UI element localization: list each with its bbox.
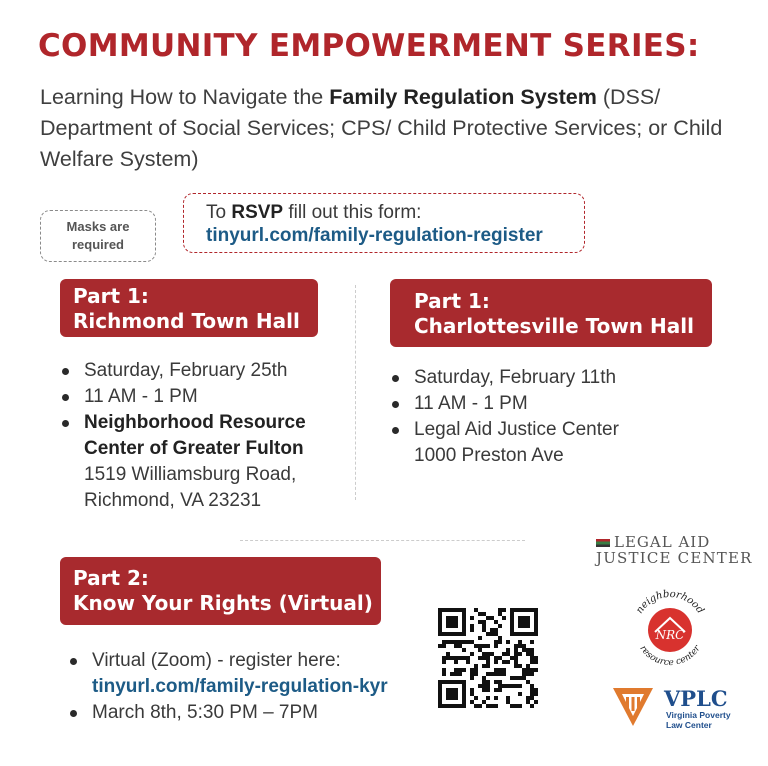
masks-line2: required (71, 237, 124, 252)
laj-line1: LEGAL AID (614, 533, 711, 551)
charlottesville-details (390, 365, 720, 469)
richmond-date: Saturday, February 25th (60, 358, 350, 384)
vplc-line2: Law Center (666, 720, 712, 730)
rsvp-post: fill out this form: (283, 202, 422, 223)
nrc-bottom-text: resource center (637, 643, 703, 669)
virtual-date: March 8th, 5:30 PM – 7PM (68, 700, 438, 726)
section-divider (240, 540, 525, 541)
vplc-name: VPLC (664, 686, 728, 711)
charlottesville-address: 1000 Preston Ave (414, 445, 564, 466)
nrc-mark: NRC (655, 628, 685, 642)
charlottesville-venue: Legal Aid Justice Center (390, 417, 720, 443)
virtual-details (68, 648, 438, 726)
column-divider (355, 285, 356, 500)
description-post: (DSS/ Department of Social Services; CPS/ Child Protective Services; or Child Welfare System) (40, 85, 723, 171)
virtual-banner (60, 557, 381, 625)
neighborhood-resource-center-logo (625, 585, 715, 675)
rsvp-link[interactable]: tinyurl.com/family-regulation-register (206, 225, 543, 246)
charlottesville-part: Part 1: (414, 289, 490, 313)
nrc-top-text: neighborhood (634, 588, 706, 616)
masks-line1: Masks are (66, 219, 130, 234)
event-description (40, 82, 730, 175)
richmond-part: Part 1: (73, 284, 149, 308)
page-title: COMMUNITY EMPOWERMENT SERIES: (38, 28, 700, 64)
masks-notice (40, 210, 156, 262)
vplc-logo (610, 682, 760, 732)
flag-icon (596, 539, 610, 547)
charlottesville-name: Charlottesville Town Hall (414, 314, 694, 338)
richmond-address-2: Richmond, VA 23231 (84, 490, 262, 511)
richmond-venue-1: Neighborhood Resource (60, 410, 350, 436)
virtual-register-text: Virtual (Zoom) - register here: (68, 648, 438, 674)
charlottesville-banner (390, 279, 712, 347)
virtual-link[interactable]: tinyurl.com/family-regulation-kyr (92, 676, 388, 697)
description-bold: Family Regulation System (329, 85, 597, 109)
virtual-part: Part 2: (73, 566, 149, 590)
richmond-time: 11 AM - 1 PM (60, 384, 350, 410)
laj-line2: JUSTICE CENTER (596, 549, 753, 567)
legal-aid-justice-center-logo (596, 533, 756, 567)
vplc-line1: Virginia Poverty (666, 710, 731, 720)
richmond-venue-2: Center of Greater Fulton (84, 438, 304, 459)
rsvp-pre: To (206, 202, 232, 223)
charlottesville-date: Saturday, February 11th (390, 365, 720, 391)
description-pre: Learning How to Navigate the (40, 85, 330, 109)
rsvp-box (183, 193, 585, 253)
richmond-details (60, 358, 350, 514)
rsvp-text (206, 201, 584, 224)
charlottesville-time: 11 AM - 1 PM (390, 391, 720, 417)
virtual-name: Know Your Rights (Virtual) (73, 591, 373, 615)
richmond-banner (60, 279, 318, 337)
richmond-address-1: 1519 Williamsburg Road, (84, 464, 297, 485)
rsvp-bold: RSVP (231, 202, 284, 223)
qr-code[interactable] (438, 608, 538, 708)
richmond-name: Richmond Town Hall (73, 309, 300, 333)
